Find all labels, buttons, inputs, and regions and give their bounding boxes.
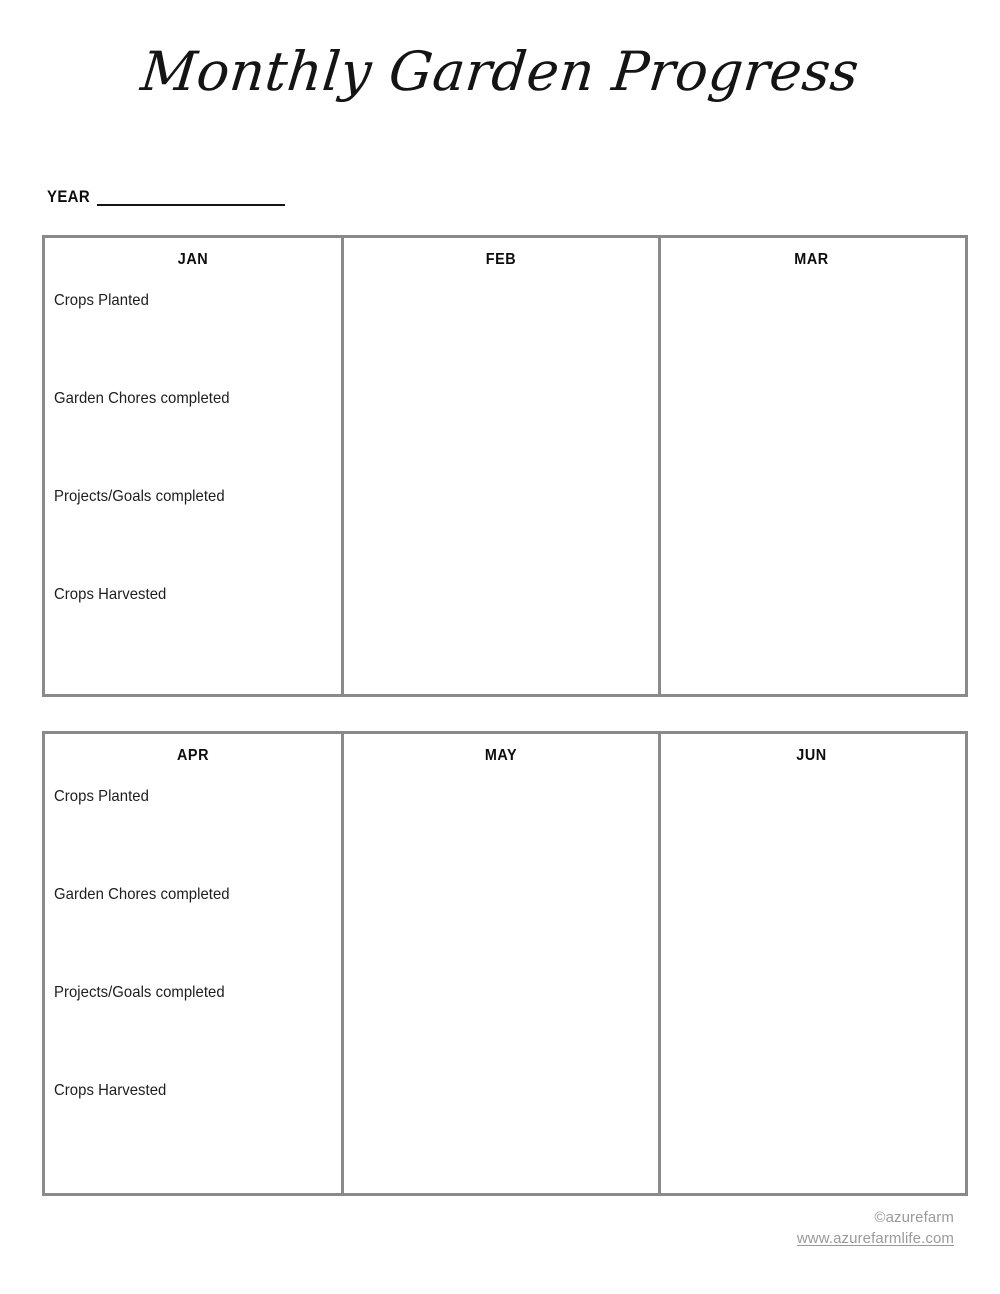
month-header-jan: JAN [177, 251, 209, 268]
row-label-crops-harvested: Crops Harvested [54, 1082, 167, 1099]
footer-website-link[interactable]: www.azurefarmlife.com [796, 1230, 954, 1247]
month-column-feb[interactable] [341, 238, 661, 694]
month-table-first-half [42, 235, 968, 697]
month-header-mar: MAR [794, 251, 829, 268]
page-title: Monthly Garden Progress [137, 40, 863, 103]
year-label: YEAR [47, 187, 90, 206]
month-column-may[interactable] [341, 734, 661, 1193]
month-column-jun[interactable] [661, 734, 962, 1193]
row-label-group [54, 291, 337, 683]
row-label-crops-harvested: Crops Harvested [54, 586, 167, 603]
row-label-crops-planted: Crops Planted [54, 788, 149, 805]
month-header-may: MAY [484, 747, 518, 764]
row-label-garden-chores: Garden Chores completed [54, 390, 230, 407]
row-label-crops-planted: Crops Planted [54, 292, 149, 309]
month-column-mar[interactable] [661, 238, 962, 694]
month-column-jan[interactable] [45, 238, 341, 694]
row-label-group [54, 787, 337, 1179]
month-header-feb: FEB [485, 251, 517, 268]
row-label-garden-chores: Garden Chores completed [54, 886, 230, 903]
row-label-projects-goals: Projects/Goals completed [54, 488, 225, 505]
month-table-second-half [42, 731, 968, 1196]
footer-copyright: ©azurefarm [874, 1209, 954, 1226]
row-label-projects-goals: Projects/Goals completed [54, 984, 225, 1001]
month-header-jun: JUN [796, 747, 827, 764]
month-header-apr: APR [176, 747, 210, 764]
footer [797, 1207, 954, 1250]
year-input-blank[interactable] [97, 188, 285, 206]
year-field[interactable] [47, 188, 347, 206]
month-column-apr[interactable] [45, 734, 341, 1193]
